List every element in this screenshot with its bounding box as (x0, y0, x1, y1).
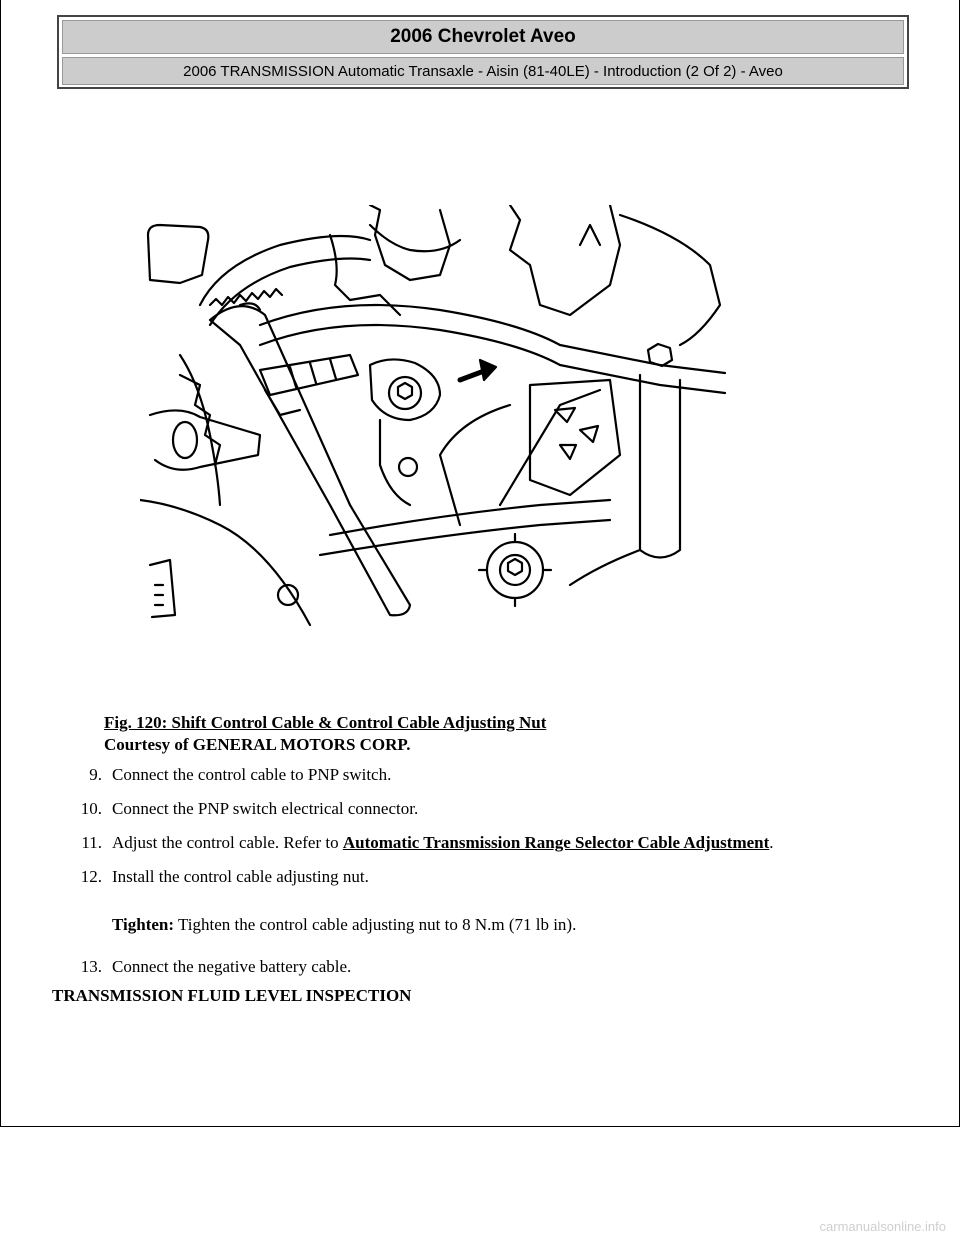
header-subtitle: 2006 TRANSMISSION Automatic Transaxle - Aisin (81-40LE) - Introduction (2 Of 2) - Aveo (62, 57, 904, 85)
step-item (52, 867, 932, 943)
figure-caption-title[interactable]: Fig. 120: Shift Control Cable & Control Cable Adjusting Nut (104, 713, 547, 732)
step-text: Connect the PNP switch electrical connector. (112, 799, 419, 818)
tighten-note (112, 915, 576, 935)
header-title: 2006 Chevrolet Aveo (62, 20, 904, 54)
selector-cable-adjustment-link[interactable]: Automatic Transmission Range Selector Cable Adjustment (342, 833, 770, 852)
tighten-text: Tighten the control cable adjusting nut to 8 N.m (71 lb in). (174, 915, 577, 934)
step-number: 11. (81, 833, 102, 852)
step-text: Connect the control cable to PNP switch. (112, 765, 392, 784)
step-item (52, 765, 932, 785)
figure-caption-credit: Courtesy of GENERAL MOTORS CORP. (104, 735, 411, 754)
step-item (52, 957, 932, 977)
step-item (52, 833, 932, 853)
step-body (112, 867, 576, 943)
step-text-after-link: . (769, 833, 774, 852)
step-number: 10. (80, 799, 102, 818)
watermark: carmanualsonline.info (819, 1219, 946, 1234)
section-heading: TRANSMISSION FLUID LEVEL INSPECTION (52, 986, 412, 1005)
procedure-steps (52, 765, 932, 991)
step-item (52, 799, 932, 819)
step-text-before-link: Adjust the control cable. Refer to (112, 833, 343, 852)
step-number: 9. (89, 765, 102, 784)
transmission-diagram-figure (140, 205, 732, 630)
step-number: 13. (80, 957, 102, 976)
step-text (112, 833, 774, 853)
step-number: 12. (80, 867, 102, 886)
figure-caption (104, 712, 546, 756)
document-header (57, 15, 909, 89)
step-text: Install the control cable adjusting nut. (112, 867, 369, 886)
tighten-label: Tighten: (112, 915, 175, 934)
step-text: Connect the negative battery cable. (112, 957, 352, 976)
